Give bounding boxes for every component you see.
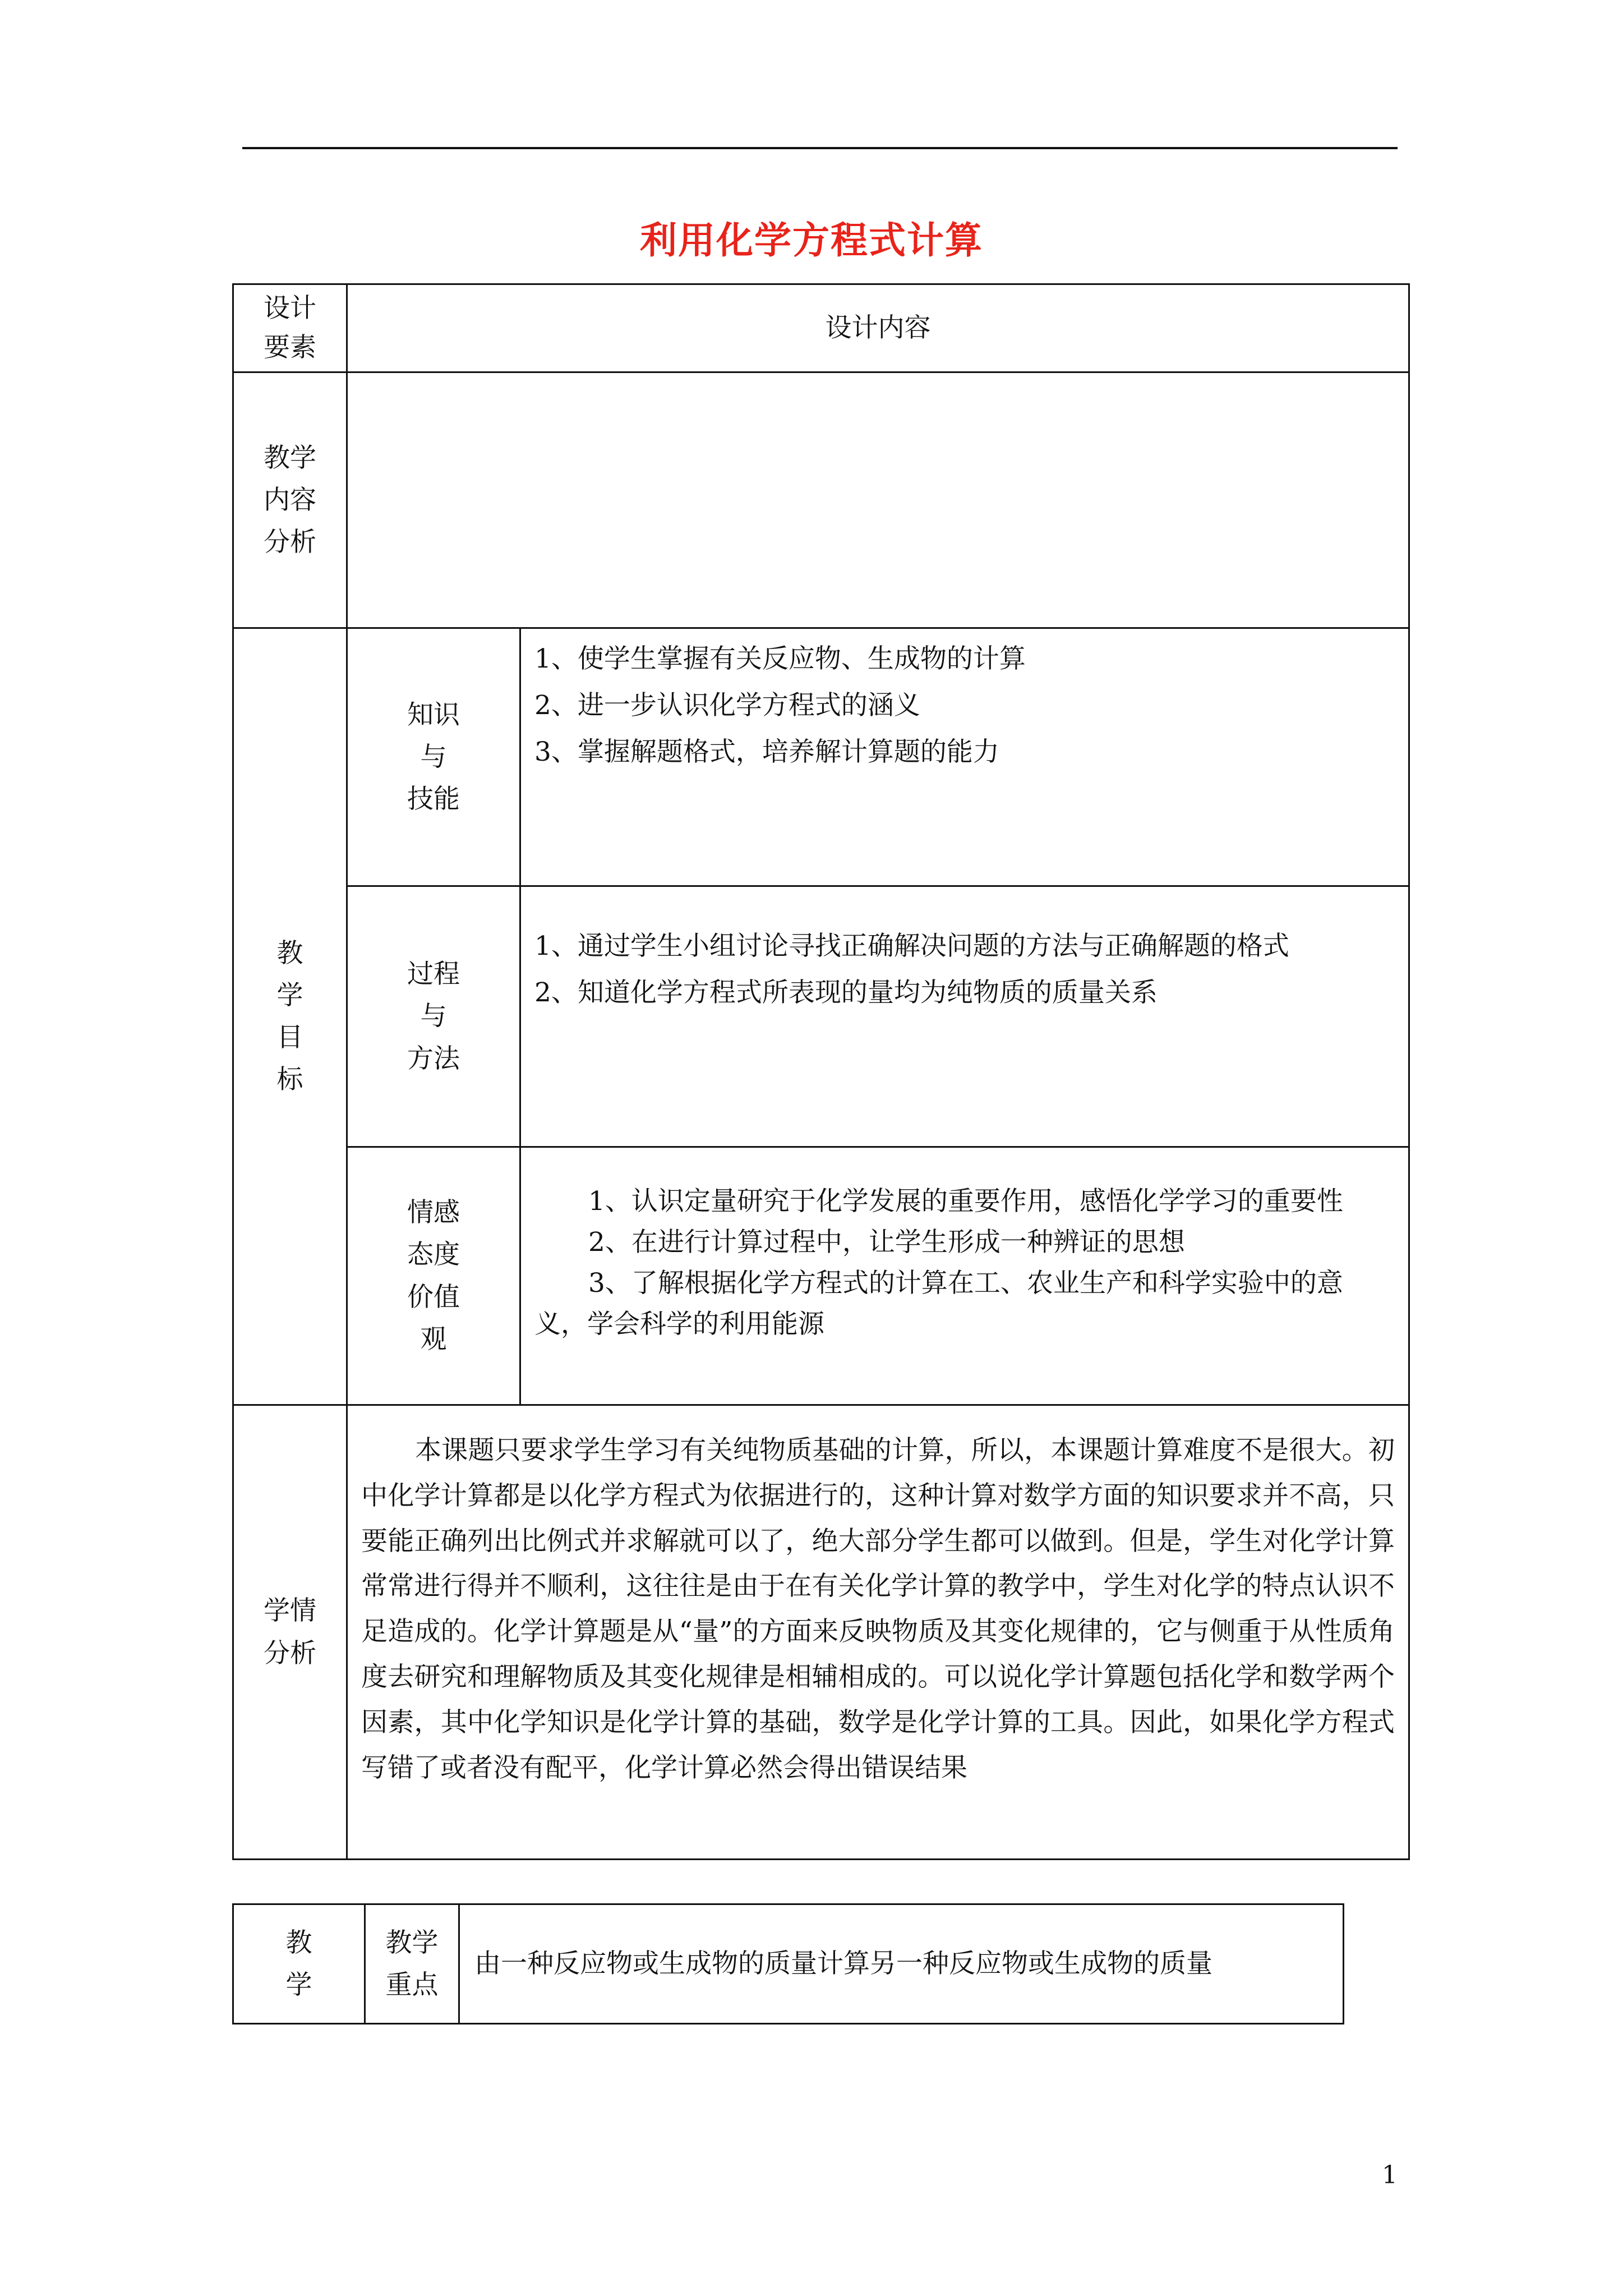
knowledge-skills-content [520,628,1409,886]
teaching-outer-label: 教 学 [233,1904,365,2024]
emotion-values-content [520,1147,1409,1405]
knowledge-row [233,628,1409,886]
content-analysis-cell [347,372,1409,628]
student-analysis-label: 学情 分析 [233,1405,347,1860]
knowledge-item: 3、掌握解题格式，培养解计算题的能力 [534,736,999,767]
emotion-item: 2、在进行计算过程中，让学生形成一种辨证的思想 [588,1226,1185,1258]
lesson-design-table [232,283,1410,1860]
emotion-item: 1、认识定量研究于化学发展的重要作用，感悟化学学习的重要性 [588,1186,1343,1217]
teaching-focus-table [232,1903,1344,2024]
student-analysis-row [233,1405,1409,1860]
emotion-row [233,1147,1409,1405]
design-element-label: 设计 要素 [233,284,347,372]
header-rule [242,147,1398,149]
teaching-goals-label: 教 学 目 标 [233,628,347,1405]
process-methods-label: 过程 与 方法 [347,886,520,1147]
process-item: 2、知道化学方程式所表现的量均为纯物质的质量关系 [534,977,1158,1008]
page-number: 1 [1382,2161,1398,2189]
content-analysis-label: 教学 内容 分析 [233,372,347,628]
table-header-row [233,284,1409,372]
emotion-item: 3、了解根据化学方程式的计算在工、农业生产和科学实验中的意义，学会科学的利用能源 [534,1267,1343,1340]
knowledge-skills-label: 知识 与 技能 [347,628,520,886]
knowledge-item: 1、使学生掌握有关反应物、生成物的计算 [534,643,1026,674]
student-analysis-text: 本课题只要求学生学习有关纯物质基础的计算，所以，本课题计算难度不是很大。初中化学计算都是以化学方程式为依据进行的，这种计算对数学方面的知识要求并不高，只要能正确列出比例式并求解就可以了，绝大部分学生都可以做到。但是，学生对化学计算常常进行得并不顺利，这往往是由于在有关化学计算的教学中，学生对化学的特点认识不足造成的。化学计算题是从“量”的方面来反映物质及其变化规律的，它与侧重于从性质角度去研究和理解物质及其变化规律是相辅相成的。可以说化学计算题包括化学和数学两个因素，其中化学知识是化学计算的基础，数学是化学计算的工具。因此，如果化学方程式写错了或者没有配平，化学计算必然会得出错误结果 [361,1435,1395,1783]
emotion-values-label: 情感 态度 价值 观 [347,1147,520,1405]
process-item: 1、通过学生小组讨论寻找正确解决问题的方法与正确解题的格式 [534,931,1289,961]
design-content-label: 设计内容 [347,284,1409,372]
teaching-focus-label: 教学 重点 [365,1904,459,2024]
teaching-focus-content: 由一种反应物或生成物的质量计算另一种反应物或生成物的质量 [459,1904,1344,2024]
process-row [233,886,1409,1147]
document-title: 利用化学方程式计算 [640,219,983,262]
content-analysis-row [233,372,1409,628]
teaching-focus-row [233,1904,1344,2024]
knowledge-item: 2、进一步认识化学方程式的涵义 [534,689,920,721]
student-analysis-content [347,1405,1409,1860]
process-methods-content [520,886,1409,1147]
